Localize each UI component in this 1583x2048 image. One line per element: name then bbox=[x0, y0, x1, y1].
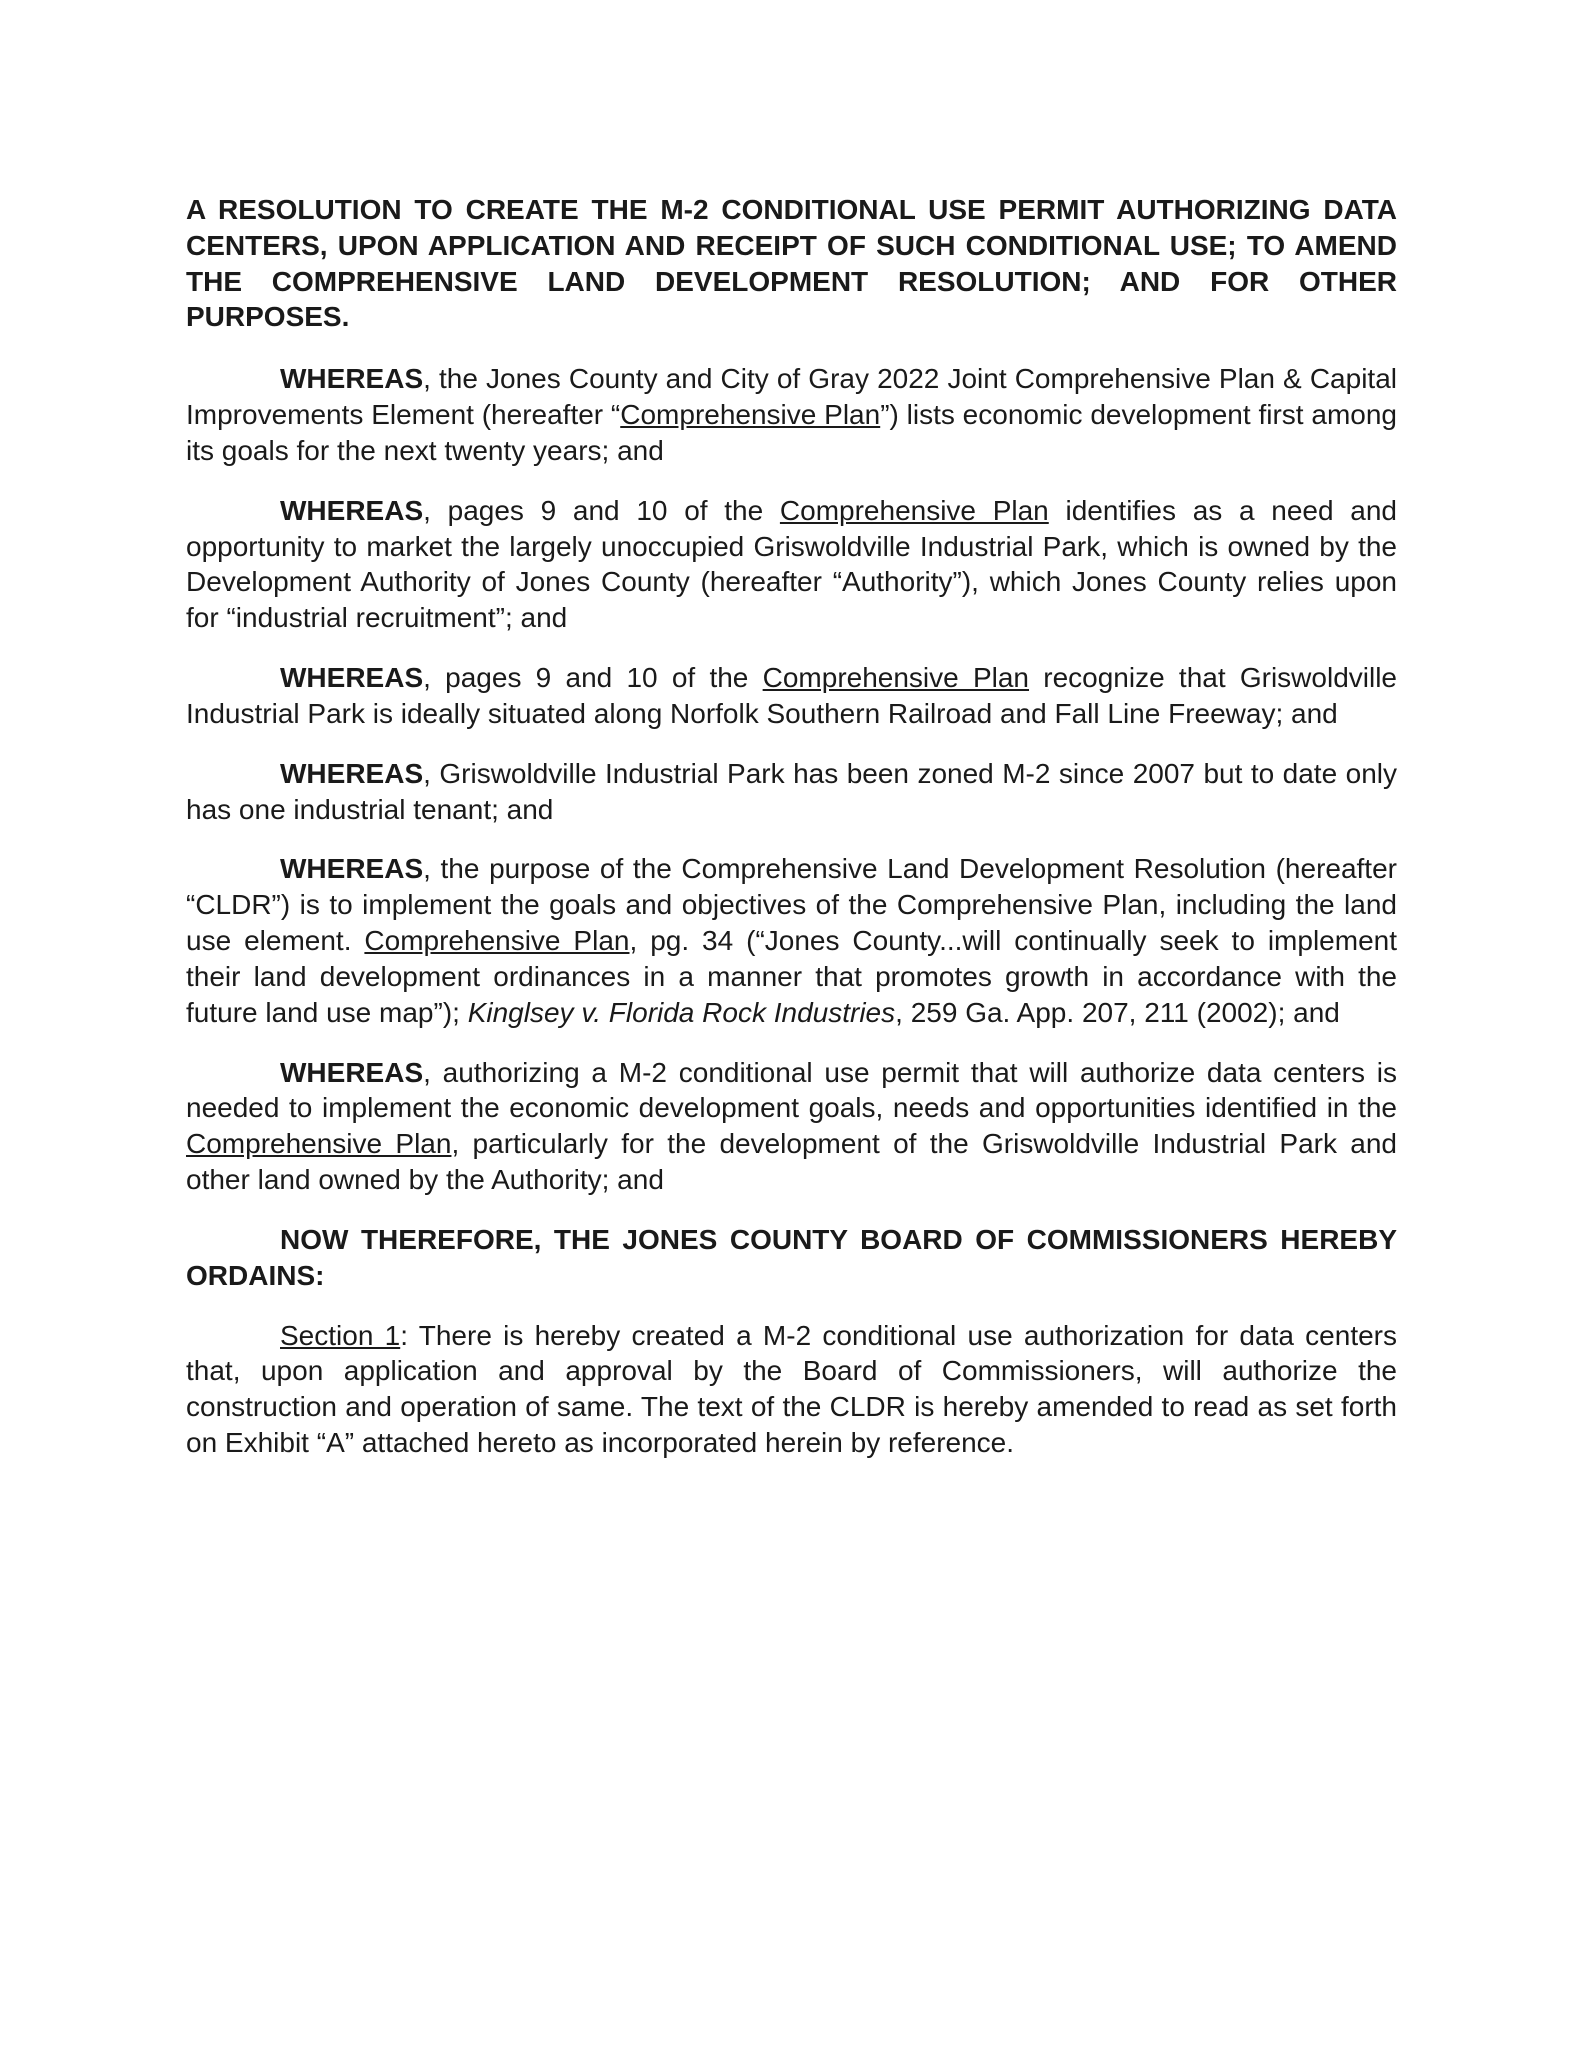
whereas-label: WHEREAS bbox=[280, 494, 424, 526]
text-run: , Griswoldville Industrial Park has been zoned M-2 since 2007 but to date only has one industrial tenant; and bbox=[186, 757, 1397, 825]
whereas-clause-5 bbox=[186, 851, 1397, 1030]
section-1-paragraph bbox=[186, 1318, 1397, 1461]
whereas-clause-3 bbox=[186, 660, 1397, 732]
whereas-label: WHEREAS bbox=[280, 1056, 424, 1088]
whereas-clause-6 bbox=[186, 1055, 1397, 1198]
ordains-bold-text: NOW THEREFORE, THE JONES COUNTY BOARD OF COMMISSIONERS HEREBY ORDAINS: bbox=[186, 1223, 1397, 1291]
comprehensive-plan-underlined-text: Comprehensive Plan bbox=[186, 1128, 452, 1160]
text-run: , particularly for the development of the Griswoldville Industrial Park and other land owned by the Authority; and bbox=[186, 1128, 1397, 1196]
case-citation-italic-text: Kinglsey v. Florida Rock Industries bbox=[467, 996, 896, 1028]
comprehensive-plan-underlined-text: Comprehensive Plan bbox=[620, 399, 881, 431]
document-title: A RESOLUTION TO CREATE THE M-2 CONDITIONAL USE PERMIT AUTHORIZING DATA CENTERS, UPON APPLICATION AND RECEIPT OF SUCH CONDITIONAL USE; TO AMEND THE COMPREHENSIVE LAND DEVELOPMENT RESOLUTION; AND FOR OTHER PURPOSES. bbox=[186, 194, 1397, 333]
text-run: , pg. 34 (“Jones County...will continually seek to implement their land development ordinances in a manner that promotes growth in accordance with the future land use map”); bbox=[186, 925, 1397, 1028]
whereas-label: WHEREAS bbox=[280, 363, 424, 395]
text-run: recognize that Griswoldville Industrial Park is ideally situated along Norfolk Southern Railroad and Fall Line Freeway; and bbox=[186, 662, 1398, 729]
section-1-label: Section 1 bbox=[280, 1319, 401, 1351]
text-run: identifies as a need and opportunity to market the largely unoccupied Griswoldville Industrial Park, which is owned by the Development Authority of Jones County (hereafter “Authority”), which Jones County relies upon for “industrial recruitment”; and bbox=[186, 494, 1397, 634]
whereas-clause-2 bbox=[186, 493, 1397, 636]
whereas-clause-1 bbox=[186, 361, 1397, 468]
text-run: : There is hereby created a M-2 conditional use authorization for data centers that, upon application and approval by the Board of Commissioners, will authorize the construction and operation of same. The text of the CLDR is hereby amended to read as set forth on Exhibit “A” attached hereto as incorporated herein by reference. bbox=[186, 1319, 1397, 1459]
text-run: , 259 Ga. App. 207, 211 (2002); and bbox=[895, 996, 1340, 1028]
whereas-label: WHEREAS bbox=[280, 757, 424, 789]
comprehensive-plan-underlined-text: Comprehensive Plan bbox=[779, 494, 1049, 526]
text-run: , the Jones County and City of Gray 2022 Joint Comprehensive Plan & Capital Improvements Element (hereafter “ bbox=[186, 363, 1397, 431]
whereas-clause-4 bbox=[186, 756, 1397, 828]
text-run: , pages 9 and 10 of the bbox=[423, 494, 780, 526]
ordains-clause bbox=[186, 1222, 1397, 1294]
comprehensive-plan-underlined-text: Comprehensive Plan bbox=[762, 662, 1030, 694]
whereas-label: WHEREAS bbox=[280, 662, 424, 694]
text-run: , pages 9 and 10 of the bbox=[423, 662, 763, 694]
whereas-label: WHEREAS bbox=[280, 853, 424, 885]
text-run: , the purpose of the Comprehensive Land Development Resolution (hereafter “CLDR”) is to implement the goals and objectives of the Comprehensive Plan, including the land use element. bbox=[186, 853, 1397, 957]
text-run: ”) lists economic development first among its goals for the next twenty years; and bbox=[186, 399, 1397, 466]
comprehensive-plan-underlined-text: Comprehensive Plan bbox=[364, 925, 630, 957]
text-run: , authorizing a M-2 conditional use permit that will authorize data centers is needed to implement the economic development goals, needs and opportunities identified in the bbox=[186, 1056, 1397, 1124]
